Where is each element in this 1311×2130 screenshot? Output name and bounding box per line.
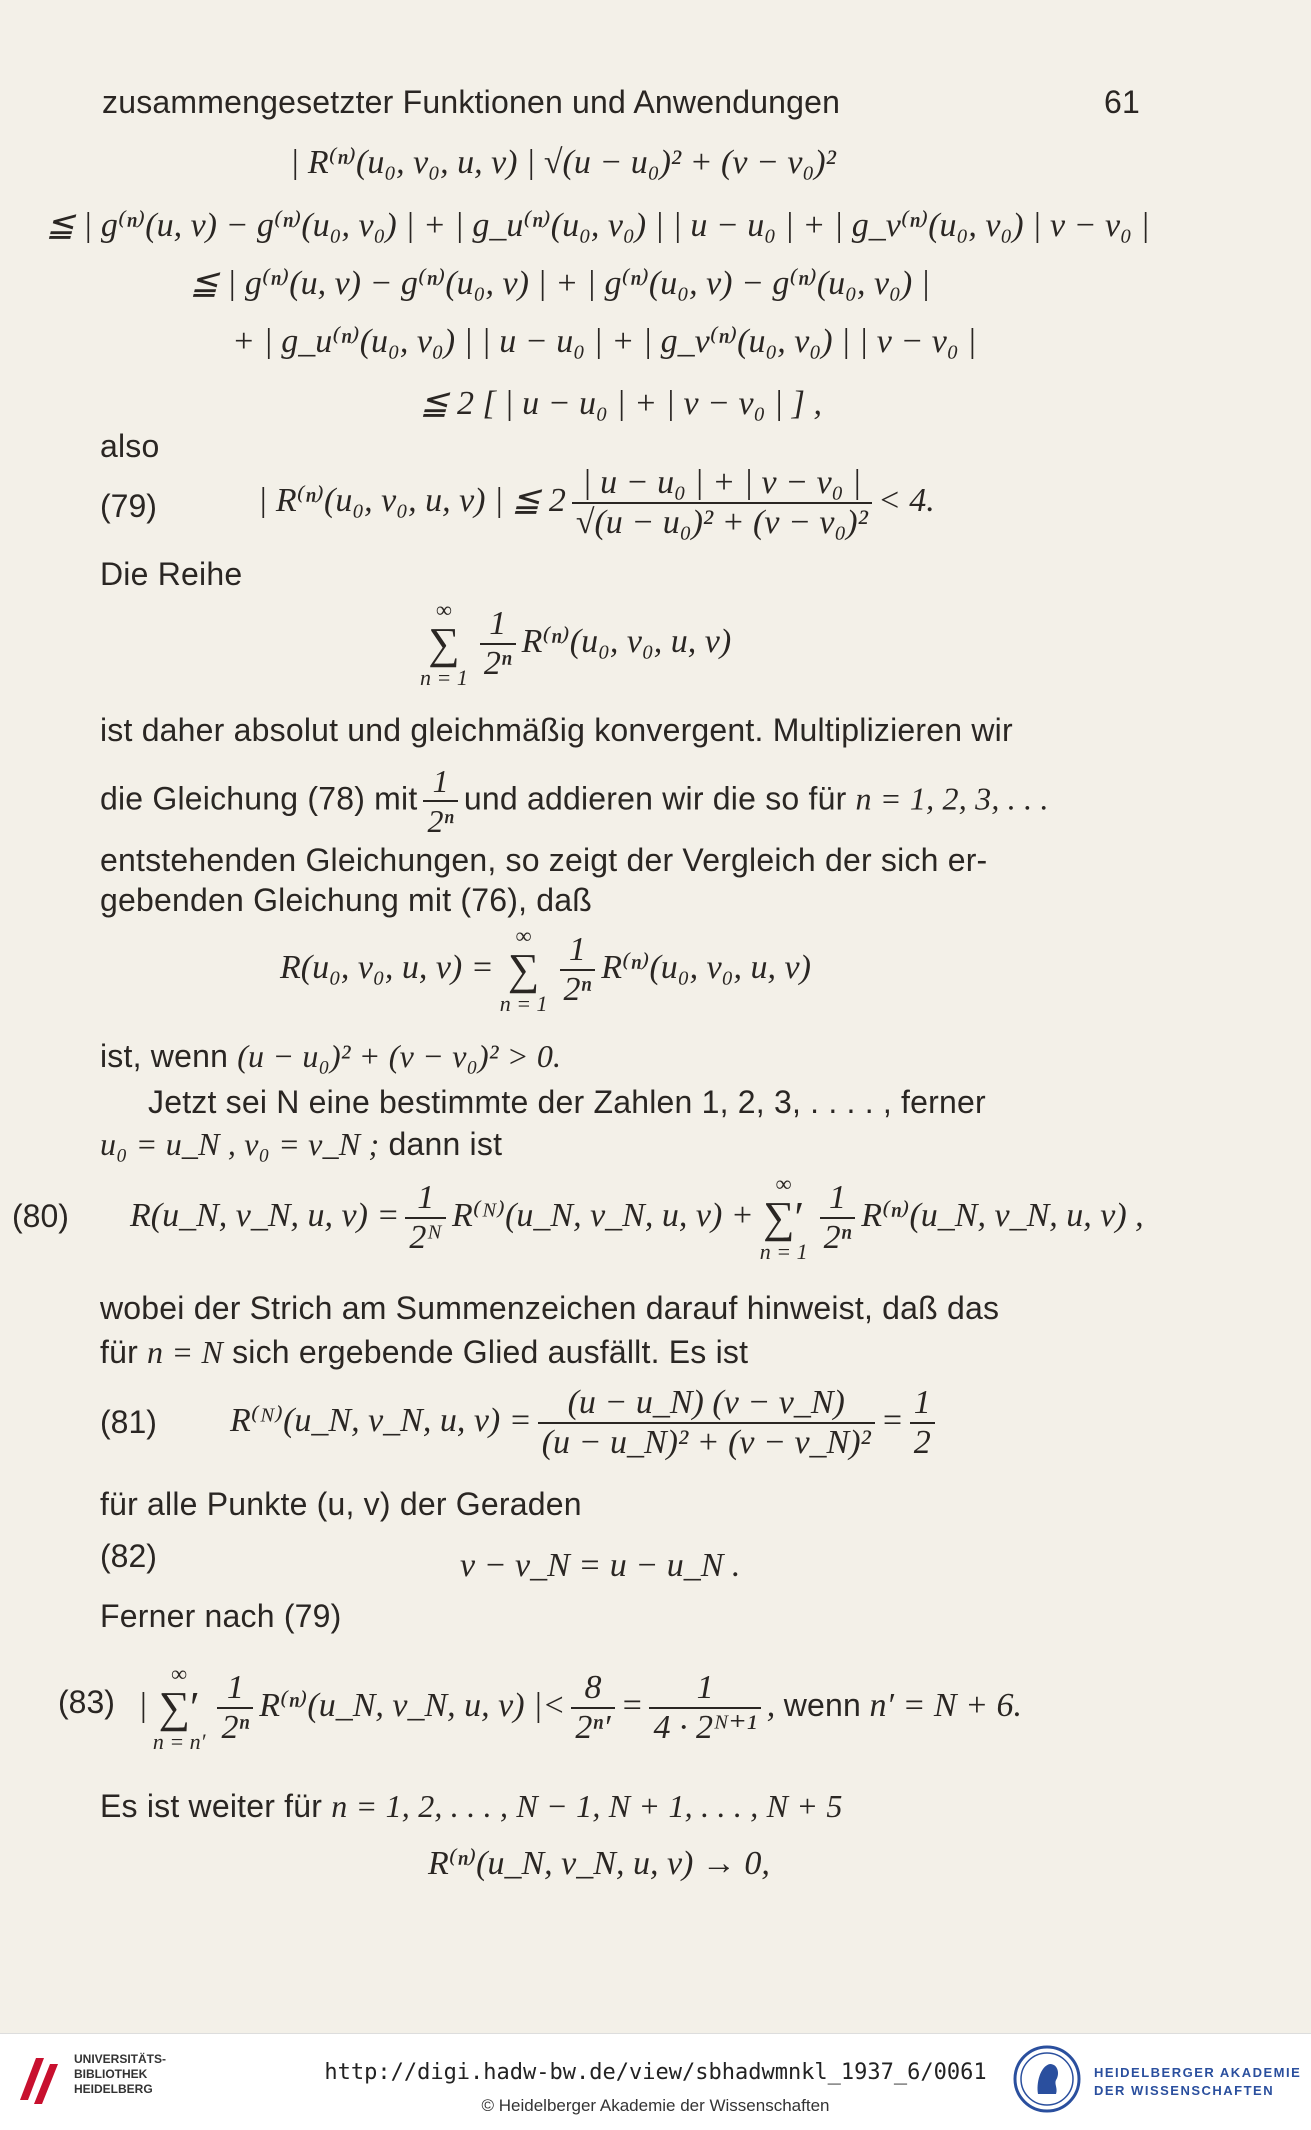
- fuer-n-equation: n = N: [147, 1334, 223, 1370]
- equation-line-4: + | g_u⁽ⁿ⁾(u₀, v₀) | | u − u₀ | + | g_v⁽ⁿ⁾(u₀, v₀) | | v − v₀ |: [232, 323, 977, 360]
- eq79-fraction: [572, 464, 872, 542]
- eq83-summation: [153, 1662, 206, 1754]
- eq83-wenn: wenn: [783, 1686, 862, 1723]
- eq83-condition: n′ = N + 6.: [869, 1686, 1023, 1724]
- eq83-equals: =: [620, 1686, 644, 1724]
- eq80-num-2: 1: [820, 1179, 856, 1219]
- eq76-num: 1: [560, 931, 596, 971]
- eq76-sum-upper: ∞: [515, 923, 532, 948]
- equation-line-2: ≦ | g⁽ⁿ⁾(u, v) − g⁽ⁿ⁾(u₀, v₀) | + | g_u⁽ⁿ⁾(u₀, v₀) | | u − u₀ | + | g_v⁽ⁿ⁾(u₀, v₀) | v − v₀ |: [46, 207, 1150, 244]
- text-ferner: Ferner nach (79): [100, 1598, 342, 1634]
- equation-76: [280, 924, 811, 1016]
- eq76-sum-lower: n = 1: [499, 991, 548, 1016]
- series-num: 1: [480, 605, 516, 645]
- eq83-num-2: 8: [571, 1669, 614, 1709]
- eq81-half-den: 2: [913, 1424, 931, 1461]
- academy-line-2: DER WISSENSCHAFTEN: [1094, 2083, 1275, 2098]
- ist-wenn: ist, wenn: [100, 1038, 229, 1074]
- equation-79: [258, 464, 935, 542]
- series-term: R⁽ⁿ⁾(u₀, v₀, u, v): [521, 622, 732, 660]
- eq76-fraction: [560, 931, 596, 1009]
- eq80-sum-upper: ∞: [775, 1171, 792, 1196]
- equation-line-3: ≦ | g⁽ⁿ⁾(u, v) − g⁽ⁿ⁾(u₀, v) | + | g⁽ⁿ⁾(u₀, v) − g⁽ⁿ⁾(u₀, v₀) |: [190, 265, 931, 302]
- eq83-sum-upper: ∞: [171, 1661, 187, 1686]
- eq76-den: 2ⁿ: [563, 971, 592, 1008]
- text-entstehenden: entstehenden Gleichungen, so zeigt der Vergleich der sich er-: [100, 842, 988, 878]
- equation-line-5: ≦ 2 [ | u − u₀ | + | v − v₀ | ] ,: [420, 385, 822, 422]
- copyright-notice: © Heidelberger Akademie der Wissenschaften: [481, 2096, 830, 2115]
- eq76-left: R(u₀, v₀, u, v) =: [280, 948, 494, 986]
- g78-den: 2ⁿ: [427, 803, 454, 839]
- permalink-url[interactable]: http://digi.hadw-bw.de/view/sbhadwmnkl_1937_6/0061: [324, 2060, 987, 2085]
- sigma: ∑: [428, 619, 460, 668]
- es-ist: Es ist weiter für: [100, 1788, 323, 1824]
- summation: [420, 598, 468, 690]
- eq83-less-than: <: [542, 1686, 566, 1724]
- eq76-sigma: ∑: [507, 945, 540, 994]
- eq81-fraction: [538, 1384, 875, 1462]
- eq80-fraction-1: [405, 1179, 446, 1257]
- text-fuer-alle: für alle Punkte (u, v) der Geraden: [100, 1486, 582, 1522]
- series-den: 2ⁿ: [483, 645, 512, 682]
- ist-wenn-condition: (u − u₀)² + (v − v₀)² > 0.: [237, 1038, 562, 1074]
- eq81-half-num: 1: [910, 1384, 935, 1424]
- series-sum: [414, 598, 731, 690]
- eq81-num: (u − u_N) (v − v_N): [538, 1384, 875, 1424]
- eq81-half: [910, 1384, 935, 1462]
- equation-number-79: (79): [100, 488, 157, 524]
- academy-line-1: HEIDELBERGER AKADEMIE: [1094, 2065, 1302, 2080]
- eq83-num-3: 1: [649, 1669, 760, 1709]
- gleichung-78-b: und addieren wir die so für: [463, 780, 847, 817]
- eq83-den-1: 2ⁿ: [221, 1709, 250, 1746]
- gleichung-78-c: n = 1, 2, 3, . . .: [855, 780, 1049, 817]
- eq83-den-3: 4 · 2ᴺ⁺¹: [653, 1709, 757, 1746]
- gleichung-78-a: die Gleichung (78) mit: [100, 780, 418, 817]
- equation-80: [130, 1172, 1144, 1264]
- text-jetzt: Jetzt sei N eine bestimmte der Zahlen 1, 2, 3, . . . . , ferner: [148, 1084, 986, 1120]
- dann-ist: dann ist: [388, 1126, 503, 1162]
- eq83-sigma-prime: ∑′: [158, 1683, 200, 1732]
- text-die-reihe: Die Reihe: [100, 556, 243, 592]
- jetzt-equation: u₀ = u_N , v₀ = v_N ;: [100, 1126, 380, 1162]
- eq76-summation: [500, 924, 548, 1016]
- equation-number-83: (83): [58, 1684, 115, 1720]
- text-jetzt-2: [100, 1124, 502, 1164]
- eq83-fraction-2: [571, 1669, 614, 1747]
- eq83-num-1: 1: [217, 1669, 253, 1709]
- eq80-den-1: 2ᴺ: [409, 1219, 443, 1256]
- equation-limit: R⁽ⁿ⁾(u_N, v_N, u, v) → 0,: [428, 1845, 770, 1882]
- eq79-denominator: √(u − u₀)² + (v − v₀)²: [575, 504, 868, 541]
- text-gebenden: gebenden Gleichung mit (76), daß: [100, 882, 593, 918]
- eq83-comma: ,: [766, 1686, 776, 1724]
- eq80-fraction-2: [820, 1179, 856, 1257]
- eq80-sum-lower: n = 1: [759, 1239, 808, 1264]
- text-also: also: [100, 428, 160, 464]
- library-line-1: UNIVERSITÄTS-: [74, 2052, 167, 2066]
- equation-number-81: (81): [100, 1404, 157, 1440]
- eq79-right: < 4.: [877, 481, 935, 519]
- eq83-den-2: 2ⁿ′: [575, 1709, 611, 1746]
- eq80-num-1: 1: [405, 1179, 446, 1219]
- g78-num: 1: [423, 762, 457, 802]
- eq79-numerator: | u − u₀ | + | v − v₀ |: [572, 464, 872, 504]
- eq83-fraction-3: [649, 1669, 760, 1747]
- equation-number-80: (80): [12, 1198, 69, 1234]
- eq81-left: R⁽ᴺ⁾(u_N, v_N, u, v) =: [230, 1401, 532, 1439]
- equation-number-82: (82): [100, 1538, 157, 1574]
- eq81-den: (u − u_N)² + (v − v_N)²: [541, 1424, 871, 1461]
- text-gleichung-78: [100, 762, 1049, 840]
- eq80-right: R⁽ⁿ⁾(u_N, v_N, u, v) ,: [861, 1196, 1144, 1234]
- eq80-sigma-prime: ∑′: [763, 1193, 805, 1242]
- equation-81: [230, 1384, 941, 1462]
- eq81-equals: =: [880, 1401, 904, 1439]
- eq83-term: R⁽ⁿ⁾(u_N, v_N, u, v) |: [259, 1686, 543, 1724]
- sum-lower: n = 1: [420, 665, 468, 690]
- eq80-left: R(u_N, v_N, u, v) =: [130, 1196, 400, 1234]
- page-number: 61: [1104, 84, 1140, 120]
- eq80-mid: R⁽ᴺ⁾(u_N, v_N, u, v) +: [452, 1196, 754, 1234]
- series-fraction: [480, 605, 516, 683]
- eq83-fraction-1: [217, 1669, 253, 1747]
- sum-upper: ∞: [436, 597, 452, 622]
- eq76-term: R⁽ⁿ⁾(u₀, v₀, u, v): [601, 948, 811, 986]
- equation-line-1: | R⁽ⁿ⁾(u₀, v₀, u, v) | √(u − u₀)² + (v − v₀)²: [290, 144, 836, 181]
- equation-83: [140, 1662, 1022, 1754]
- eq83-sum-lower: n = n′: [152, 1729, 206, 1754]
- fuer-n-rest: sich ergebende Glied ausfällt. Es ist: [232, 1334, 749, 1370]
- academy-name: [1094, 2064, 1301, 2100]
- text-konvergent: ist daher absolut und gleichmäßig konvergent. Multiplizieren wir: [100, 712, 1013, 748]
- eq83-bar: |: [140, 1686, 147, 1724]
- fuer-n: für: [100, 1334, 138, 1370]
- eq80-den-2: 2ⁿ: [823, 1219, 852, 1256]
- gleichung-78-fraction: [423, 762, 457, 840]
- running-title: zusammengesetzter Funktionen und Anwendungen: [102, 84, 841, 120]
- academy-seal-icon: [1012, 2044, 1082, 2114]
- text-es-ist: [100, 1786, 843, 1826]
- text-wobei: wobei der Strich am Summenzeichen darauf hinweist, daß das: [100, 1290, 1000, 1326]
- text-ist-wenn: [100, 1036, 561, 1076]
- library-line-3: HEIDELBERG: [74, 2082, 153, 2096]
- es-ist-equation: n = 1, 2, . . . , N − 1, N + 1, . . . , N + 5: [331, 1788, 843, 1824]
- text-fuer-n: [100, 1332, 748, 1372]
- equation-82: v − v_N = u − u_N .: [460, 1547, 741, 1584]
- eq79-left: | R⁽ⁿ⁾(u₀, v₀, u, v) | ≦ 2: [258, 481, 566, 519]
- library-line-2: BIBLIOTHEK: [74, 2067, 148, 2081]
- eq80-summation: [760, 1172, 808, 1264]
